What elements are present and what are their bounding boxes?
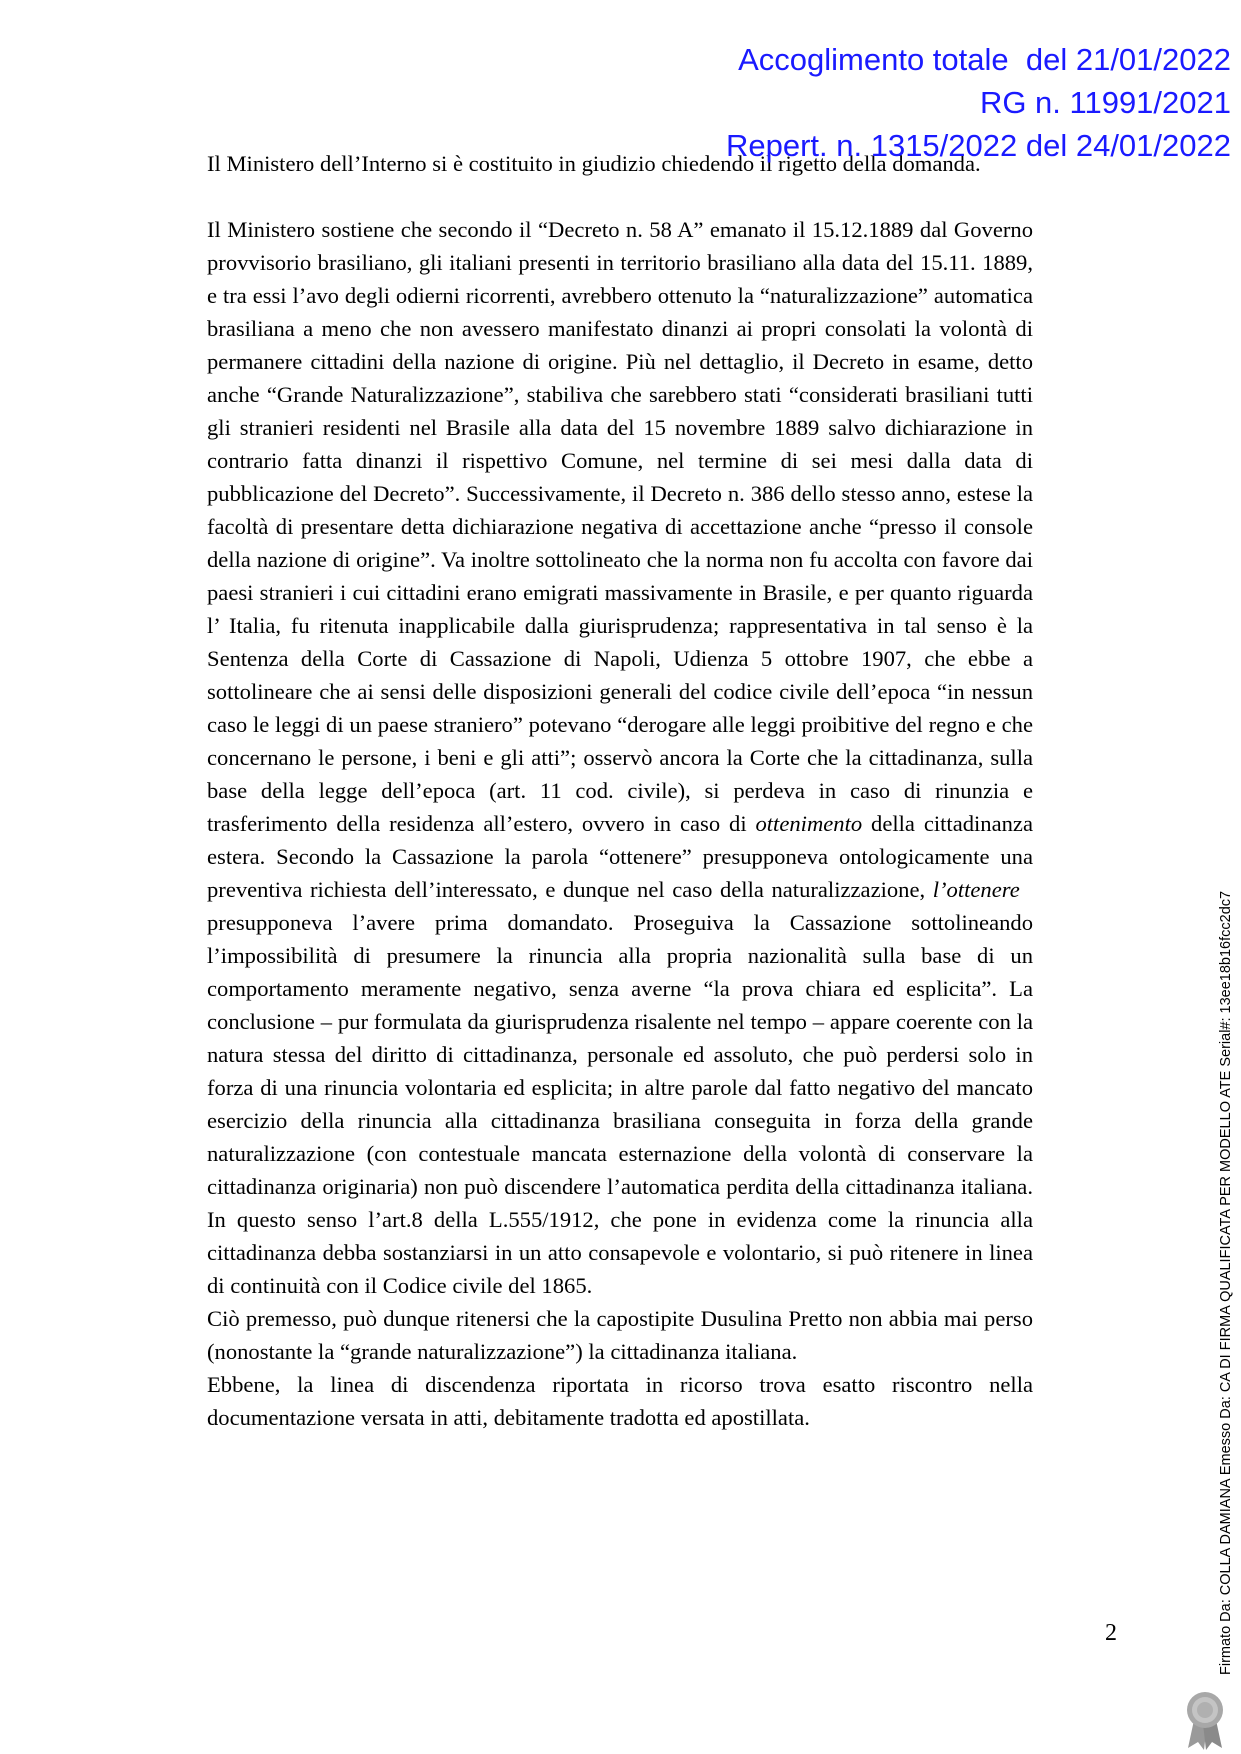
registry-stamp [726, 38, 1231, 167]
paragraph-decreto-end: presupponeva l’avere prima domandato. Proseguiva la Cassazione sottolineando l’impossibilità di presumere la rinuncia alla propria nazionalità sulla base di un comportamento meramente negativo, senza averne “la prova chiara ed esplicita”. La conclusione – pur formulata da giurisprudenza risalente nel tempo – appare coerente con la natura stessa del diritto di cittadinanza, personale ed assoluto, che può perdersi solo in forza di una rinuncia volontaria ed esplicita; in altre parole dal fatto negativo del mancato esercizio della rinuncia alla cittadinanza brasiliana conseguita in forza della grande naturalizzazione (con contestuale mancata esternazione della volontà di conservare la cittadinanza originaria) non può discendere l’automatica perdita della cittadinanza italiana. In questo senso l’art.8 della L.555/1912, che pone in evidenza come la rinuncia alla cittadinanza debba sostanziarsi in un atto consapevole e volontario, si può ritenere in linea di continuità con il Codice civile del 1865. [207, 910, 1033, 1298]
italic-lottenere: l’ottenere [932, 877, 1020, 902]
page-number: 2 [1105, 1620, 1117, 1646]
digital-signature-note: Firmato Da: COLLA DAMIANA Emesso Da: CA DI FIRMA QUALIFICATA PER MODELLO ATE Serial#: 13ee18b16fcc2dc7 [1218, 890, 1234, 1675]
paragraph-ebbene: Ebbene, la linea di discendenza riportata in ricorso trova esatto riscontro nella documentazione versata in atti, debitamente tradotta ed apostillata. [207, 1372, 1033, 1430]
paragraph-premesso: Ciò premesso, può dunque ritenersi che la capostipite Dusulina Pretto non abbia mai perso (nonostante la “grande naturalizzazione”) la cittadinanza italiana. [207, 1306, 1033, 1364]
paragraph-decreto-cont: della cittadinanza estera. Secondo la Cassazione la parola “ottenere” presupponeva ontologicamente una preventiva richiesta dell’interessato, e dunque nel caso della naturalizzazione, [207, 811, 1033, 902]
paragraph-decreto-text: Il Ministero sostiene che secondo il “Decreto n. 58 A” emanato il 15.12.1889 dal Governo provvisorio brasiliano, gli italiani presenti in territorio brasiliano alla data del 15.11. 1889, e tra essi l’avo degli odierni ricorrenti, avrebbero ottenuto la “naturalizzazione” automatica brasiliana a meno che non avessero manifestato dinanzi ai propri consolati la volontà di permanere cittadini della nazione di origine. Più nel dettaglio, il Decreto in esame, detto anche “Grande Naturalizzazione”, stabiliva che sarebbero stati “considerati brasiliani tutti gli stranieri residenti nel Brasile alla data del 15 novembre 1889 salvo dichiarazione in contrario fatta dinanzi il rispettivo Comune, nel termine di sei mesi dalla data di pubblicazione del Decreto”. Successivamente, il Decreto n. 386 dello stesso anno, estese la facoltà di presentare detta dichiarazione negativa di accettazione anche “presso il console della nazione di origine”. Va inoltre sottolineato che la norma non fu accolta con favore dai paesi stranieri i cui cittadini erano emigrati massivamente in Brasile, e per quanto riguarda l’ Italia, fu ritenuta inapplicabile dalla giurisprudenza; rappresentativa in tal senso è la Sentenza della Corte di Cassazione di Napoli, Udienza 5 ottobre 1907, che ebbe a sottolineare che ai sensi delle disposizioni generali del codice civile dell’epoca “in nessun caso le leggi di un paese straniero” potevano “derogare alle leggi proibitive del regno e che concernano le persone, i beni e gli atti”; osservò ancora la Corte che la cittadinanza, sulla base della legge dell’epoca (art. 11 cod. civile), si perdeva in caso di rinunzia e trasferimento della residenza all’estero, ovvero in caso di [207, 217, 1033, 836]
paragraph-decreto [207, 213, 1033, 1302]
seal-ribbon-icon [1182, 1690, 1228, 1750]
stamp-line-outcome: Accoglimento totale del 21/01/2022 [738, 42, 1231, 77]
stamp-line-rg: RG n. 11991/2021 [979, 85, 1231, 120]
paragraph-ministero: Il Ministero dell’Interno si è costituito in giudizio chiedendo il rigetto della domanda. [207, 151, 981, 176]
stamp-line-repert: Repert. n. 1315/2022 del 24/01/2022 [725, 128, 1231, 163]
italic-ottenimento: ottenimento [755, 811, 863, 836]
document-body [207, 147, 1033, 1434]
